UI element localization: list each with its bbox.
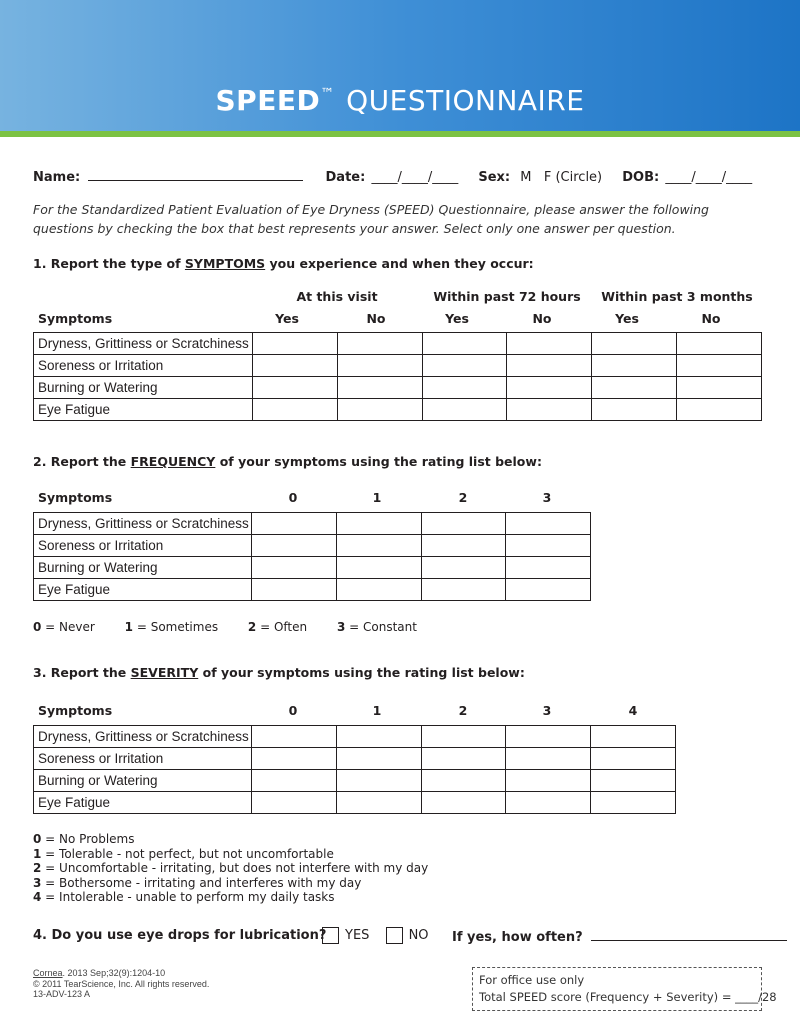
checkbox-cell[interactable] <box>421 513 506 535</box>
table-row <box>34 377 762 399</box>
checkbox-cell[interactable] <box>421 748 506 770</box>
patient-info-row <box>33 168 752 185</box>
checkbox-cell[interactable] <box>253 377 338 399</box>
title-rest: QUESTIONNAIRE <box>346 84 585 117</box>
q2-heading <box>33 454 542 469</box>
q3-scale-4: 4 <box>628 703 638 718</box>
checkbox-cell[interactable] <box>506 726 591 748</box>
trademark-mark: ™ <box>320 86 335 102</box>
legend-item <box>33 620 95 634</box>
checkbox-cell[interactable] <box>507 377 592 399</box>
citation-journal[interactable]: Cornea <box>33 968 63 978</box>
copyright: © 2011 TearScience, Inc. All rights reserved. <box>33 978 210 989</box>
checkbox-cell[interactable] <box>421 726 506 748</box>
table-row <box>34 535 591 557</box>
legend-num: 0 <box>33 832 42 846</box>
q1-period-72h: Within past 72 hours <box>433 289 581 304</box>
symptom-label: Dryness, Grittiness or Scratchiness <box>34 513 252 535</box>
table-row <box>34 333 762 355</box>
q1-no-3mo: No <box>701 311 721 326</box>
checkbox-cell[interactable] <box>337 333 422 355</box>
table-row <box>34 513 591 535</box>
legend-num: 3 <box>336 620 346 634</box>
checkbox-cell[interactable] <box>421 535 506 557</box>
sex-label: Sex: <box>478 170 511 185</box>
checkbox-cell[interactable] <box>592 333 677 355</box>
citation-ref <box>33 968 209 979</box>
citation-ref-text: . 2013 Sep;32(9):1204-10 <box>62 968 166 978</box>
checkbox-cell[interactable] <box>677 333 762 355</box>
q3-scale-2: 2 <box>458 703 468 718</box>
q3-scale-1: 1 <box>372 703 382 718</box>
checkbox-cell[interactable] <box>422 377 507 399</box>
table-row <box>34 748 676 770</box>
table-row <box>34 770 676 792</box>
checkbox-cell[interactable] <box>337 355 422 377</box>
checkbox-cell[interactable] <box>252 579 337 601</box>
form-code: 13-ADV-123 A <box>33 989 91 999</box>
checkbox-cell[interactable] <box>336 726 421 748</box>
legend-text: = Never <box>41 620 95 634</box>
legend-item <box>33 890 428 905</box>
q1-yes-visit: Yes <box>275 311 299 326</box>
q3-heading <box>33 665 525 680</box>
table-row <box>34 792 676 814</box>
q2-prefix: 2. Report the <box>33 454 131 469</box>
checkbox-cell[interactable] <box>336 557 421 579</box>
title-bold: SPEED <box>215 84 321 117</box>
legend-item <box>337 620 417 634</box>
name-label: Name: <box>33 170 81 185</box>
checkbox-cell[interactable] <box>337 377 422 399</box>
symptom-label: Eye Fatigue <box>34 579 252 601</box>
q2-scale-0: 0 <box>288 490 298 505</box>
symptom-label: Eye Fatigue <box>34 399 253 421</box>
checkbox-cell[interactable] <box>252 557 337 579</box>
checkbox-cell[interactable] <box>336 770 421 792</box>
q2-table <box>33 512 591 601</box>
checkbox-cell[interactable] <box>252 770 337 792</box>
q3-prefix: 3. Report the <box>33 665 131 680</box>
legend-num: 1 <box>33 846 42 861</box>
checkbox-cell[interactable] <box>252 726 337 748</box>
symptom-label: Burning or Watering <box>34 557 252 579</box>
q4-question: 4. Do you use eye drops for lubrication? <box>33 928 327 943</box>
symptom-label: Burning or Watering <box>34 770 252 792</box>
q3-suffix: of your symptoms using the rating list below: <box>198 665 525 680</box>
checkbox-cell[interactable] <box>591 748 676 770</box>
q1-no-visit: No <box>366 311 386 326</box>
page-title <box>0 84 800 117</box>
checkbox-cell[interactable] <box>253 399 338 421</box>
citation <box>33 968 209 1000</box>
q1-no-72h: No <box>532 311 552 326</box>
office-use-label: For office use only <box>479 973 585 987</box>
q1-heading <box>33 256 534 271</box>
legend-text: = Tolerable - not perfect, but not uncomfortable <box>41 846 334 861</box>
symptom-label: Soreness or Irritation <box>34 535 252 557</box>
legend-num: 1 <box>124 620 134 634</box>
q2-scale-3: 3 <box>542 490 552 505</box>
legend-item <box>33 832 428 847</box>
checkbox-cell[interactable] <box>336 535 421 557</box>
checkbox-cell[interactable] <box>677 355 762 377</box>
checkbox-cell[interactable] <box>507 333 592 355</box>
checkbox-cell[interactable] <box>506 792 591 814</box>
q2-suffix: of your symptoms using the rating list below: <box>215 454 542 469</box>
legend-item <box>248 620 307 634</box>
checkbox-cell[interactable] <box>591 770 676 792</box>
legend-item <box>125 620 218 634</box>
q4-options <box>322 927 429 944</box>
symptom-label: Soreness or Irritation <box>34 748 252 770</box>
checkbox-cell[interactable] <box>677 399 762 421</box>
checkbox-cell[interactable] <box>252 535 337 557</box>
checkbox-cell[interactable] <box>421 557 506 579</box>
legend-num: 2 <box>247 620 257 634</box>
q1-yes-72h: Yes <box>445 311 469 326</box>
checkbox-cell[interactable] <box>507 399 592 421</box>
dob-label: DOB: <box>622 170 660 185</box>
date-label: Date: <box>325 170 366 185</box>
symptom-label: Dryness, Grittiness or Scratchiness <box>34 726 252 748</box>
q1-yes-3mo: Yes <box>615 311 639 326</box>
q4-yes-checkbox[interactable] <box>322 927 339 944</box>
checkbox-cell[interactable] <box>592 355 677 377</box>
legend-item <box>33 876 428 891</box>
q2-scale-2: 2 <box>458 490 468 505</box>
dob-field[interactable]: ____/____/____ <box>665 170 753 185</box>
q4-yes-label: YES <box>345 928 370 943</box>
q3-symptoms-header: Symptoms <box>38 703 113 718</box>
legend-text: = No Problems <box>41 832 135 846</box>
checkbox-cell[interactable] <box>421 770 506 792</box>
checkbox-cell[interactable] <box>506 513 591 535</box>
total-score-line: Total SPEED score (Frequency + Severity) = ____/28 <box>479 990 777 1004</box>
q4-followup <box>452 928 787 945</box>
office-use-box <box>472 967 777 1011</box>
q4-followup-label: If yes, how often? <box>452 930 583 945</box>
checkbox-cell[interactable] <box>506 535 591 557</box>
checkbox-cell[interactable] <box>507 355 592 377</box>
header-stripe <box>0 131 800 137</box>
legend-num: 4 <box>33 890 42 904</box>
table-row <box>34 557 591 579</box>
q4-no-label: NO <box>408 928 429 943</box>
checkbox-cell[interactable] <box>506 557 591 579</box>
checkbox-cell[interactable] <box>506 770 591 792</box>
checkbox-cell[interactable] <box>421 579 506 601</box>
q1-table <box>33 332 762 421</box>
q1-period-3mo: Within past 3 months <box>601 289 753 304</box>
name-field[interactable] <box>88 168 303 181</box>
checkbox-cell[interactable] <box>591 726 676 748</box>
table-row <box>34 726 676 748</box>
q1-prefix: 1. Report the type of <box>33 256 185 271</box>
checkbox-cell[interactable] <box>592 377 677 399</box>
checkbox-cell[interactable] <box>421 792 506 814</box>
checkbox-cell[interactable] <box>252 748 337 770</box>
checkbox-cell[interactable] <box>252 513 337 535</box>
checkbox-cell[interactable] <box>336 513 421 535</box>
checkbox-cell[interactable] <box>336 579 421 601</box>
symptom-label: Eye Fatigue <box>34 792 252 814</box>
q3-legend <box>33 832 428 905</box>
checkbox-cell[interactable] <box>506 748 591 770</box>
intro-text: For the Standardized Patient Evaluation of Eye Dryness (SPEED) Questionnaire, please answer the following questions by checking the box that best represents your answer. Select only one answer per question. <box>33 202 709 236</box>
legend-item <box>33 861 428 876</box>
q3-scale-0: 0 <box>288 703 298 718</box>
symptom-label: Burning or Watering <box>34 377 253 399</box>
q2-symptoms-header: Symptoms <box>38 490 113 505</box>
checkbox-cell[interactable] <box>592 399 677 421</box>
checkbox-cell[interactable] <box>422 355 507 377</box>
q4-no-checkbox[interactable] <box>386 927 403 944</box>
q4-frequency-field[interactable] <box>591 928 787 941</box>
q1-period-visit: At this visit <box>296 289 378 304</box>
date-field[interactable]: ____/____/____ <box>371 170 459 185</box>
sex-options[interactable]: M F (Circle) <box>520 170 603 185</box>
legend-text: = Intolerable - unable to perform my daily tasks <box>41 890 335 904</box>
q1-symptoms-header: Symptoms <box>38 311 113 326</box>
symptom-label: Dryness, Grittiness or Scratchiness <box>34 333 253 355</box>
checkbox-cell[interactable] <box>253 333 338 355</box>
q2-scale-1: 1 <box>372 490 382 505</box>
checkbox-cell[interactable] <box>591 792 676 814</box>
q1-keyword: SYMPTOMS <box>184 256 266 271</box>
checkbox-cell[interactable] <box>422 399 507 421</box>
checkbox-cell[interactable] <box>422 333 507 355</box>
checkbox-cell[interactable] <box>337 399 422 421</box>
checkbox-cell[interactable] <box>677 377 762 399</box>
legend-num: 0 <box>33 620 42 634</box>
checkbox-cell[interactable] <box>252 792 337 814</box>
q2-keyword: FREQUENCY <box>130 454 216 469</box>
legend-num: 2 <box>33 861 42 875</box>
q3-scale-3: 3 <box>542 703 552 718</box>
q2-legend <box>33 620 417 634</box>
q3-keyword: SEVERITY <box>130 665 199 680</box>
table-row <box>34 355 762 377</box>
table-row <box>34 399 762 421</box>
q3-table <box>33 725 676 814</box>
checkbox-cell[interactable] <box>336 748 421 770</box>
q1-suffix: you experience and when they occur: <box>265 256 534 271</box>
legend-text: = Constant <box>345 620 417 634</box>
legend-text: = Often <box>256 620 308 634</box>
legend-num: 3 <box>33 875 42 890</box>
checkbox-cell[interactable] <box>253 355 338 377</box>
table-row <box>34 579 591 601</box>
checkbox-cell[interactable] <box>506 579 591 601</box>
checkbox-cell[interactable] <box>336 792 421 814</box>
symptom-label: Soreness or Irritation <box>34 355 253 377</box>
legend-item <box>33 847 428 862</box>
legend-text: = Sometimes <box>133 620 219 634</box>
legend-text: = Uncomfortable - irritating, but does not interfere with my day <box>41 861 429 875</box>
legend-text: = Bothersome - irritating and interferes with my day <box>41 875 362 890</box>
